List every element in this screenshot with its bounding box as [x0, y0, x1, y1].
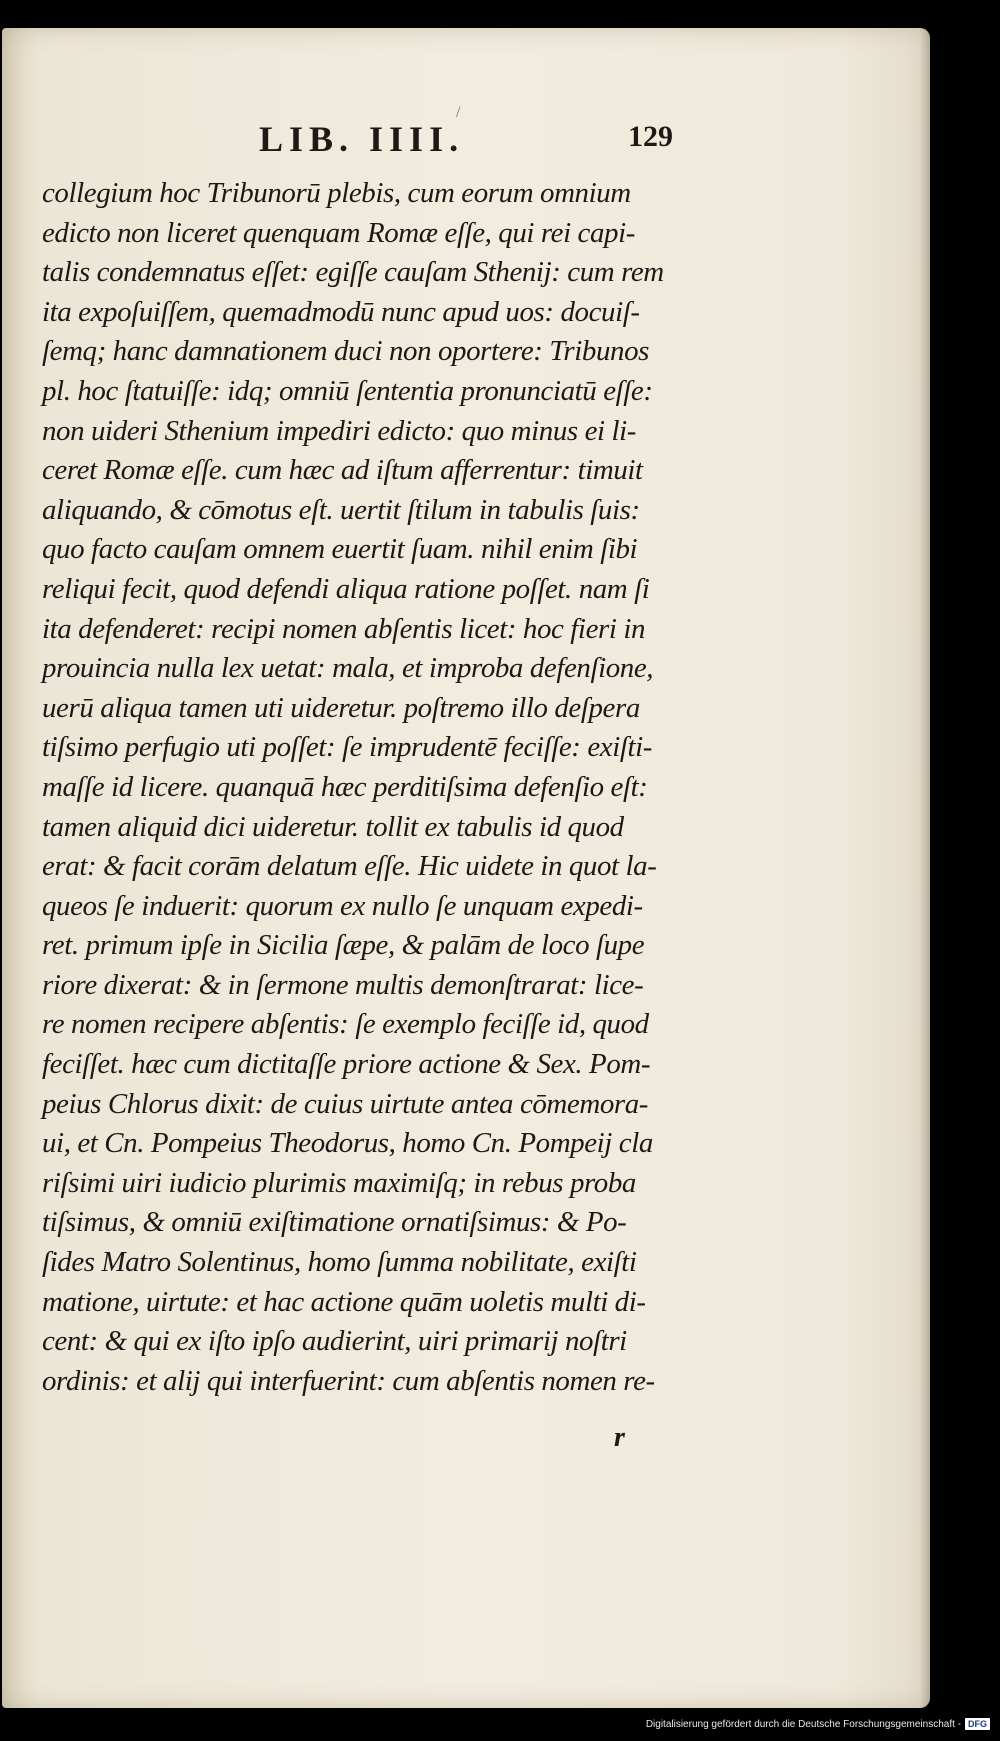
text-line: uerū aliqua tamen uti uideretur. poſtremo illo deſpera	[42, 691, 640, 724]
text-line: erat: & facit corām delatum eſſe. Hic uidete in quot la-	[42, 850, 657, 883]
text-line: tiſsimus, & omniū exiſtimatione ornatiſsimus: & Po-	[42, 1206, 627, 1239]
body-text	[42, 174, 712, 1401]
text-line: ſides Matro Solentinus, homo ſumma nobilitate, exiſti	[42, 1246, 637, 1279]
digitization-credit	[646, 1718, 990, 1730]
text-line: ita defenderet: recipi nomen abſentis licet: hoc fieri in	[42, 612, 646, 645]
credit-text: Digitalisierung gefördert durch die Deutsche Forschungsgemeinschaft -	[645, 1718, 961, 1730]
text-line: ſemq; hanc damnationem duci non oportere: Tribunos	[42, 335, 649, 368]
text-line: ui, et Cn. Pompeius Theodorus, homo Cn. Pompeij cla	[42, 1127, 653, 1160]
running-head: LIB. IIII.	[259, 119, 465, 159]
text-line: ceret Romæ eſſe. cum hæc ad iſtum afferrentur: timuit	[42, 454, 643, 487]
text-line: tiſsimo perfugio uti poſſet: ſe imprudentē feciſſe: exiſti-	[42, 731, 653, 764]
text-line: riſsimi uiri iudicio plurimis maximiſq; in rebus proba	[42, 1166, 636, 1199]
text-line: maſſe id licere. quanquā hæc perditiſsima defenſio eſt:	[42, 770, 648, 803]
page-mark: /	[456, 104, 461, 121]
folio-number: 129	[628, 120, 673, 153]
text-line: collegium hoc Tribunorū plebis, cum eorum omnium	[42, 177, 631, 209]
text-line: talis condemnatus eſſet: egiſſe cauſam Sthenij: cum rem	[42, 256, 664, 289]
text-line: riore dixerat: & in ſermone multis demonſtrarat: lice-	[42, 968, 644, 1001]
text-line: aliquando, & cōmotus eſt. uertit ſtilum in tabulis ſuis:	[42, 493, 640, 526]
text-line: re nomen recipere abſentis: ſe exemplo feciſſe id, quod	[42, 1008, 649, 1041]
text-line: edicto non liceret quenquam Romæ eſſe, qui rei capi-	[42, 216, 635, 249]
text-line: quo facto cauſam omnem euertit ſuam. nihil enim ſibi	[42, 533, 638, 566]
text-line: prouincia nulla lex uetat: mala, et improba defenſione,	[42, 652, 654, 685]
text-line: non uideri Sthenium impediri edicto: quo minus ei li-	[42, 414, 636, 447]
text-line: queos ſe induerit: quorum ex nullo ſe unquam expedi-	[42, 889, 643, 922]
page-edge-shadow	[920, 28, 930, 1708]
text-line: pl. hoc ſtatuiſſe: idq; omniū ſententia pronunciatū eſſe:	[42, 374, 653, 407]
text-line: cent: & qui ex iſto ipſo audierint, uiri primarij noſtri	[42, 1325, 627, 1358]
dfg-logo: DFG	[965, 1718, 990, 1730]
text-line: ret. primum ipſe in Sicilia ſæpe, & palām de loco ſupe	[42, 929, 645, 962]
text-line: reliqui fecit, quod defendi aliqua ratione poſſet. nam ſi	[42, 572, 650, 605]
text-line: peius Chlorus dixit: de cuius uirtute antea cōmemora-	[42, 1087, 649, 1120]
text-line: ordinis: et alij qui interfuerint: cum abſentis nomen re-	[42, 1364, 655, 1397]
text-line: feciſſet. hæc cum dictitaſſe priore actione & Sex. Pom-	[42, 1048, 651, 1081]
text-line: tamen aliquid dici uideretur. tollit ex tabulis id quod	[42, 810, 624, 843]
catchword: r	[614, 1422, 625, 1453]
text-line: ita expoſuiſſem, quemadmodū nunc apud uos: docuiſ-	[42, 295, 640, 328]
text-line: matione, uirtute: et hac actione quām uoletis multi di-	[42, 1285, 646, 1318]
